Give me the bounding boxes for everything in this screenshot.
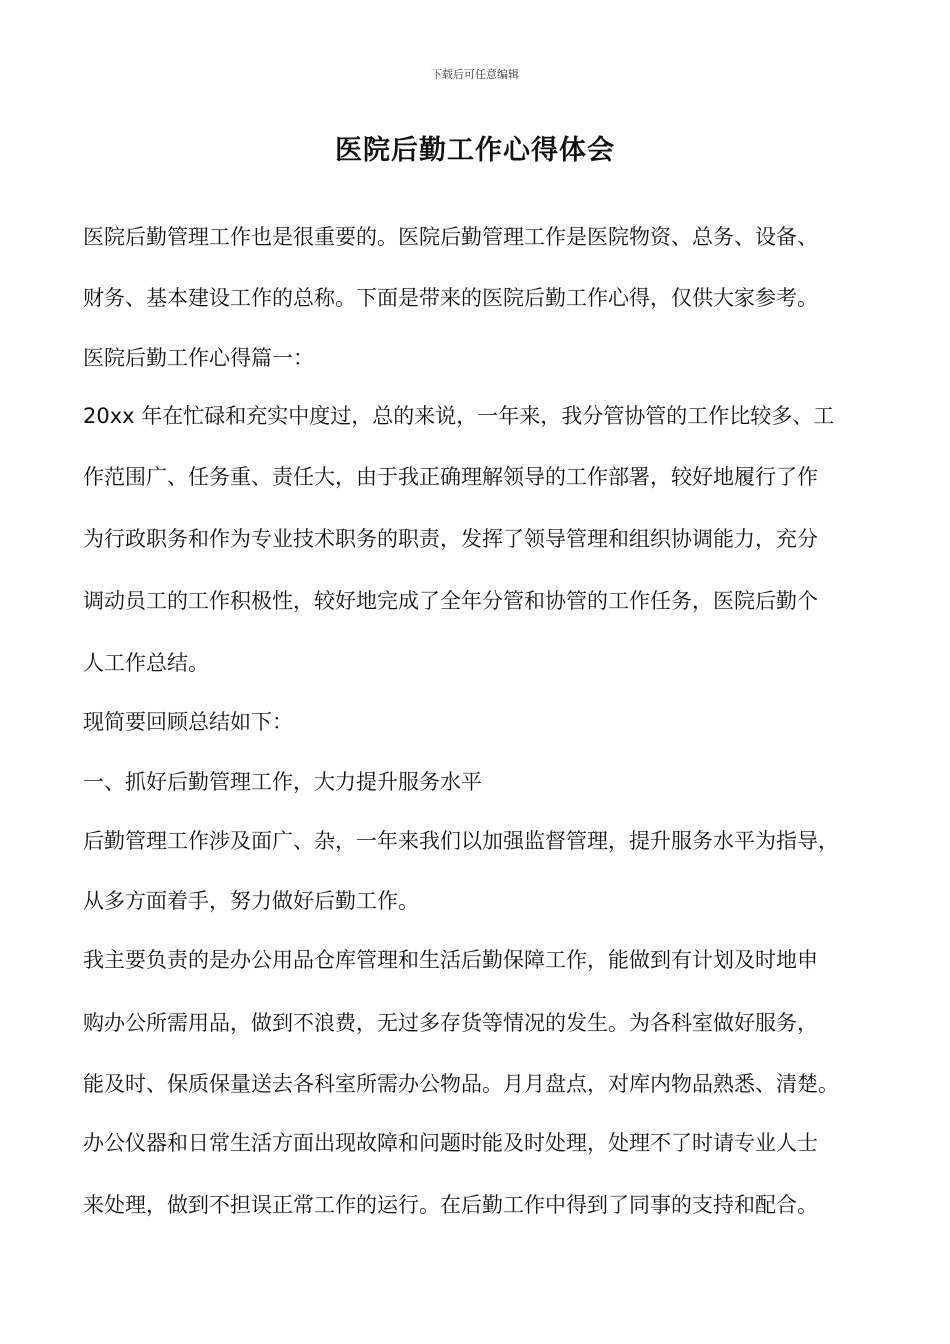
section-heading: 医院后勤工作心得篇一： [83, 346, 314, 370]
paragraph-line: 办公仪器和日常生活方面出现故障和问题时能及时处理，处理不了时请专业人士 [83, 1131, 818, 1155]
paragraph-line: 我主要负责的是办公用品仓库管理和生活后勤保障工作，能做到有计划及时地申 [83, 948, 818, 972]
paragraph-line: 医院后勤管理工作也是很重要的。医院后勤管理工作是医院物资、总务、设备、 [83, 225, 818, 249]
paragraph-line: 能及时、保质保量送去各科室所需办公物品。月月盘点，对库内物品熟悉、清楚。 [83, 1072, 839, 1096]
paragraph-line: 来处理，做到不担误正常工作的运行。在后勤工作中得到了同事的支持和配合。 [83, 1193, 818, 1217]
paragraph-line: 人工作总结。 [83, 651, 209, 675]
paragraph-line: 财务、基本建设工作的总称。下面是带来的医院后勤工作心得，仅供大家参考。 [83, 286, 818, 310]
paragraph-line: 购办公所需用品，做到不浪费，无过多存货等情况的发生。为各科室做好服务， [83, 1011, 818, 1035]
paragraph-line: 现简要回顾总结如下： [83, 710, 293, 734]
paragraph-line: 为行政职务和作为专业技术职务的职责，发挥了领导管理和组织协调能力，充分 [83, 527, 818, 551]
paragraph-line: 后勤管理工作涉及面广、杂，一年来我们以加强监督管理，提升服务水平为指导， [83, 829, 839, 853]
download-note: 下载后可任意编辑 [431, 68, 519, 81]
paragraph-line: 从多方面着手，努力做好后勤工作。 [83, 889, 419, 913]
paragraph-line: 作范围广、任务重、责任大，由于我正确理解领导的工作部署，较好地履行了作 [83, 465, 818, 489]
paragraph-line: 调动员工的工作积极性，较好地完成了全年分管和协管的工作任务，医院后勤个 [83, 589, 818, 613]
document-title: 医院后勤工作心得体会 [335, 135, 615, 166]
paragraph-line: 20xx 年在忙碌和充实中度过，总的来说，一年来，我分管协管的工作比较多、工 [83, 404, 835, 428]
section-heading: 一、抓好后勤管理工作，大力提升服务水平 [83, 770, 482, 794]
